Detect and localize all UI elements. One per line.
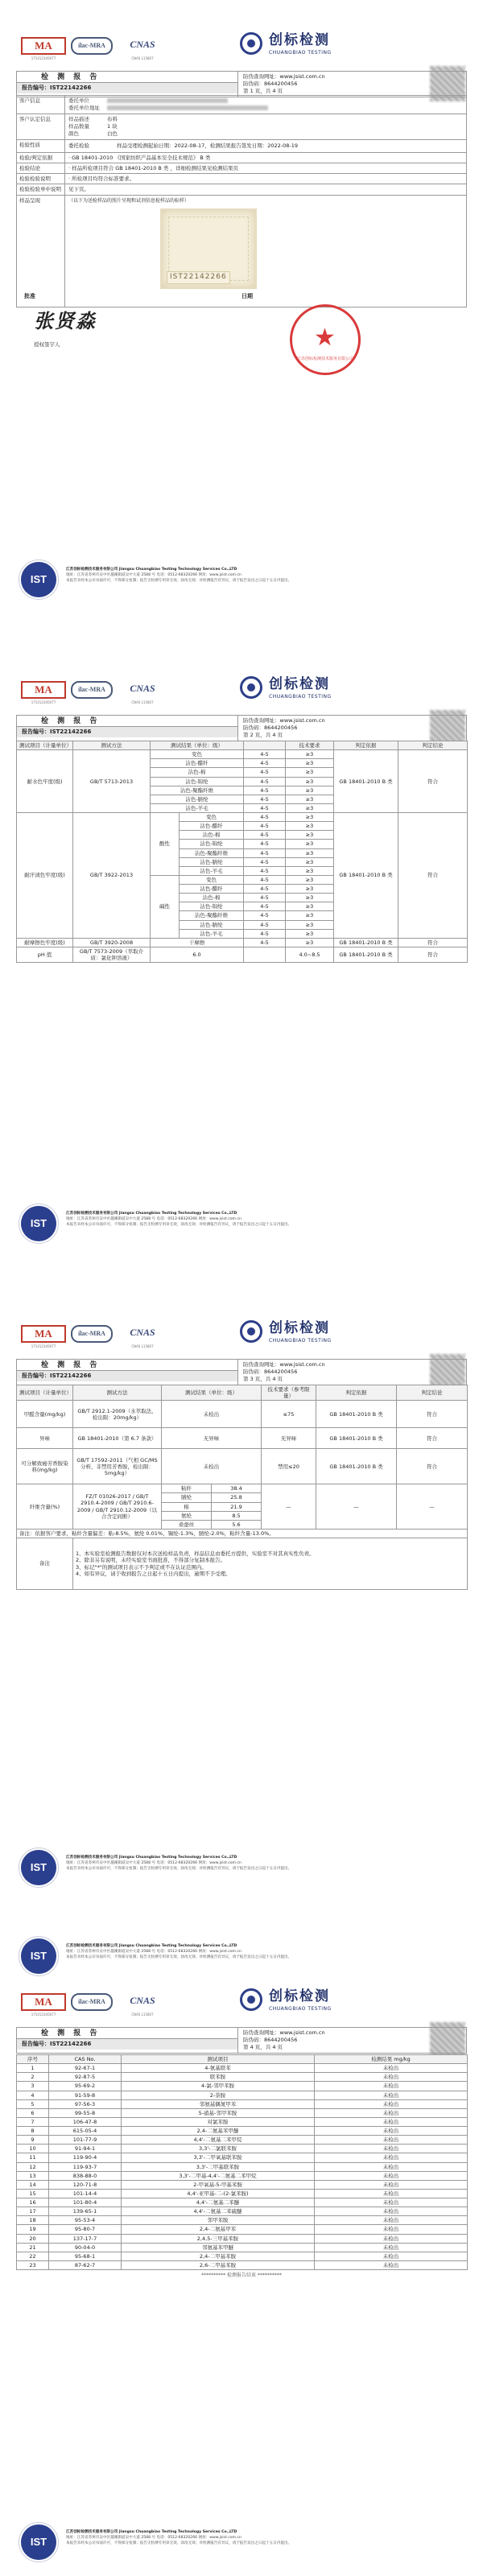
table-cell: 沾色-羊毛 xyxy=(180,866,244,875)
table-cell: ≥3 xyxy=(286,885,334,894)
page-header xyxy=(0,1956,483,2016)
table-header-cell: CAS No. xyxy=(49,2055,122,2064)
table-cell: 未检出 xyxy=(315,2198,468,2207)
table-cell: 2 xyxy=(17,2073,49,2082)
table-cell: 碱性 xyxy=(151,875,180,938)
table-cell: — xyxy=(316,1484,397,1530)
table-cell: 备注 xyxy=(17,1538,73,1590)
table-cell xyxy=(244,947,286,962)
table-cell: 4-5 xyxy=(244,759,286,768)
table-cell: 未检出 xyxy=(315,2207,468,2216)
report-title-bar: 检 测 报 告 报告编号：IST22142266 防伪查询网址：www.jsist.com.cn 防伪码：8644200456 第 3 页，共 4 页 xyxy=(16,1359,467,1385)
table-cell: 15 xyxy=(17,2189,49,2198)
table-cell: 4-5 xyxy=(244,777,286,786)
table-cell: 符合 xyxy=(398,750,468,813)
brand-logo: 创标检测 CHUANGBIAO TESTING xyxy=(240,1320,377,1348)
table-cell: 14 xyxy=(17,2180,49,2189)
table-cell: ≥3 xyxy=(286,875,334,884)
table-cell: 25.8 xyxy=(212,1493,262,1502)
table-cell: 沾色-棉 xyxy=(180,831,244,840)
table-cell: ≥3 xyxy=(286,929,334,938)
table-cell: 邻氨基偶氮甲苯 xyxy=(122,2099,315,2108)
table-cell: 未检出 xyxy=(315,2064,468,2073)
table-cell: 20 xyxy=(17,2234,49,2243)
table-cell: ≥3 xyxy=(286,777,334,786)
table-cell: 4-5 xyxy=(244,911,286,920)
table-cell: 未检出 xyxy=(315,2180,468,2189)
table-header-cell: 技术要求 xyxy=(286,741,334,750)
table-cell: GB 18401-2010（第 6.7 条款） xyxy=(73,1428,162,1449)
table-cell: 备注：依据客户要求，粘纤含量偏差：粘-8.5%，氨纶 0.01%，锡纶-1.3%，腈纶-2.0%，粘纤含量-13.0%。 xyxy=(17,1529,468,1538)
table-cell: 沾色-醋纤 xyxy=(180,822,244,831)
table-cell: 耐水色牢度(级) xyxy=(17,750,73,813)
table-cell: 1、本实验室检测报告数据仅对本次送检样品负责，样品信息由委托方提供，实验室不对其真实性负责。 2、除非另有说明，未经实验室书面批准，不得部分复制本报告。 3、标记"*"的测试项目表示不予判定或不在认证范围内。 4、如有异议，请于收到报告之日起十五日内提出，逾期不予受理。 xyxy=(73,1538,468,1590)
table-cell: 3 xyxy=(17,2082,49,2091)
table-cell: 4 xyxy=(17,2091,49,2099)
table-header-cell: 测试方法 xyxy=(73,741,151,750)
table-cell: ≥3 xyxy=(286,759,334,768)
report-title-bar: 检 测 报 告 报告编号：IST22142266 防伪查询网址：www.jsist.com.cn 防伪码：8644200456 第 4 页，共 4 页 xyxy=(16,2027,467,2054)
company-seal: ★ 江苏创标检测技术服务有限公司 xyxy=(290,304,361,375)
table-cell: 4,4'-二氨基二苯甲烷 xyxy=(122,2136,315,2145)
redacted-text xyxy=(107,98,228,103)
table-cell: ≥3 xyxy=(286,768,334,777)
page-indicator: 第 1 页，共 4 页 xyxy=(243,88,283,94)
table-cell: 未检出 xyxy=(315,2225,468,2234)
signature: 张贤淼 xyxy=(34,309,97,332)
table-cell: 95-69-2 xyxy=(49,2082,122,2091)
table-cell: 5 xyxy=(17,2099,49,2108)
table-header-cell: 技术要求（参考限量） xyxy=(262,1385,316,1401)
table-cell: 联苯胺 xyxy=(122,2073,315,2082)
sample-photo-area: （以下为送检样品的照片呈现和试剂信息检样品的标样） IST22142266 xyxy=(65,196,466,307)
table-cell: 87-62-7 xyxy=(49,2260,122,2269)
table-cell: 未检出 xyxy=(315,2153,468,2162)
table-cell: 95-68-1 xyxy=(49,2252,122,2260)
table-cell: 沾色-羊毛 xyxy=(180,929,244,938)
table-cell: ≥3 xyxy=(286,795,334,803)
table-cell: 120-71-8 xyxy=(49,2180,122,2189)
ist-logo: IST xyxy=(21,562,56,597)
table-cell: 2,4-二氨基甲苯 xyxy=(122,2225,315,2234)
table-cell: 4-5 xyxy=(244,786,286,795)
table-cell: 未检出 xyxy=(315,2091,468,2099)
table-cell: 2-甲氧基-5-甲基苯胺 xyxy=(122,2180,315,2189)
table-cell: 2,4,5-三甲基苯胺 xyxy=(122,2234,315,2243)
table-cell: 酸性 xyxy=(151,813,180,876)
table-cell: 99-55-8 xyxy=(49,2108,122,2117)
table-cell: 可分解致癌芳香胺染料(mg/kg) xyxy=(17,1449,73,1484)
table-cell: 95-53-4 xyxy=(49,2216,122,2225)
table-cell: 纤维含量(%) xyxy=(17,1484,73,1530)
table-cell: 5.6 xyxy=(212,1520,262,1529)
table-cell: 4-5 xyxy=(244,894,286,902)
table-cell: 未检出 xyxy=(315,2189,468,2198)
table-cell: 95-80-7 xyxy=(49,2225,122,2234)
table-cell: 119-93-7 xyxy=(49,2162,122,2171)
table-cell: ≥3 xyxy=(286,840,334,848)
table-cell: ≥3 xyxy=(286,831,334,840)
table-cell: 21.9 xyxy=(212,1502,262,1511)
report-number: 报告编号：IST22142266 xyxy=(17,83,237,93)
table-cell: 未检出 xyxy=(315,2216,468,2225)
table-cell: 未检出 xyxy=(315,2162,468,2171)
table-cell: 禁用≤20 xyxy=(262,1449,316,1484)
table-cell: 91-94-1 xyxy=(49,2145,122,2153)
table-cell: 106-47-8 xyxy=(49,2117,122,2126)
table-cell: 沾色-锦纶 xyxy=(151,777,244,786)
cma-cert-mark: MA 171012345677 xyxy=(21,1325,66,1352)
table-cell: FZ/T 01026-2017 / GB/T 2910.4-2009 / GB/T 2910.6-2009 / GB/T 2910.12-2009（以合含定间断） xyxy=(73,1484,162,1530)
table-cell: ≥3 xyxy=(286,902,334,911)
page-header xyxy=(0,0,483,60)
table-cell: GB/T 17592-2011（气相 GC/MS 分析，非禁用芳香胺，检出限：5mg/kg） xyxy=(73,1449,162,1484)
table-cell: ≥3 xyxy=(286,822,334,831)
page-footer: IST 江苏创标检测技术服务有限公司 Jiangsu Chuangbiao Testing Technology Services Co.,LTD 地址：江苏省苏州市吴中区越溪街道吴中大道 2588 号 电话：0512-68320266 网址：www.jsist.com.cn 本报告未经本公司书面许可，不得部分复制；报告无检测专用章无效，涂改无效；对检测报告有异议，请于报告发出之日起十五日内提出。 xyxy=(0,1199,483,1256)
ilac-cert-mark: ilac-MRA xyxy=(71,1325,113,1352)
table-cell: 3,3'-二氯联苯胺 xyxy=(122,2145,315,2153)
table-cell: ≥3 xyxy=(286,857,334,866)
colorfastness-table xyxy=(16,741,467,963)
table-cell: 6 xyxy=(17,2108,49,2117)
brand-logo: 创标检测 CHUANGBIAO TESTING xyxy=(240,1988,377,2016)
cnas-cert-mark: CNAS CNAS L15807 xyxy=(130,683,155,704)
table-cell: 沾色-醋纤 xyxy=(151,759,244,768)
table-cell: 沾色-羊毛 xyxy=(151,803,244,812)
report-page-4 xyxy=(0,1932,483,2576)
table-cell: 4-5 xyxy=(244,840,286,848)
brand-emblem-icon xyxy=(240,1320,262,1343)
table-header-cell: 判定结论 xyxy=(398,741,468,750)
table-cell: 桑蚕丝 xyxy=(162,1520,212,1529)
table-cell: 4-5 xyxy=(244,857,286,866)
table-cell: GB 18401-2010 B 类 xyxy=(334,813,398,939)
table-cell: 沾色-腈纶 xyxy=(151,795,244,803)
table-cell: ≥3 xyxy=(286,920,334,929)
table-cell: 沾色-棉 xyxy=(151,768,244,777)
table-cell: 97-56-3 xyxy=(49,2099,122,2108)
table-cell: 4-5 xyxy=(244,750,286,759)
table-cell: 无异味 xyxy=(262,1428,316,1449)
table-cell: 邻氨基苯甲醚 xyxy=(122,2243,315,2252)
table-cell: 838-88-0 xyxy=(49,2171,122,2180)
table-cell: 8 xyxy=(17,2127,49,2136)
table-cell: GB 18401-2010 B 类 xyxy=(316,1401,397,1428)
cma-cert-mark: MA 171012345677 xyxy=(21,1993,66,2021)
table-cell: ≥3 xyxy=(286,813,334,822)
report-page-2 xyxy=(0,644,483,1288)
table-cell: 腈纶 xyxy=(162,1493,212,1502)
table-cell: 2-萘胺 xyxy=(122,2091,315,2099)
table-cell: 101-80-4 xyxy=(49,2198,122,2207)
cnas-cert-mark: CNAS CNAS L15807 xyxy=(130,1995,155,2017)
query-site: 防伪查询网址：www.jsist.com.cn xyxy=(243,73,325,80)
page-top-footer: IST 江苏创标检测技术服务有限公司 Jiangsu Chuangbiao Testing Technology Services Co.,LTD 地址：江苏省苏州市吴中区越溪街道吴中大道 2588 号 电话：0512-68320266 网址：www.jsist.com.cn 本报告未经本公司书面许可，不得部分复制；报告无检测专用章无效，涂改无效；对检测报告有异议，请于报告发出之日起十五日内提出。 xyxy=(0,1932,483,1988)
table-cell: 未检出 xyxy=(315,2252,468,2260)
table-cell: 变色 xyxy=(180,813,244,822)
table-cell: 无异味 xyxy=(162,1428,262,1449)
table-cell: 119-90-4 xyxy=(49,2153,122,2162)
table-cell: 符合 xyxy=(397,1428,468,1449)
table-cell: pH 值 xyxy=(17,947,73,962)
table-cell: GB 18401-2010 B 类 xyxy=(334,947,398,962)
table-cell: 粘纤 xyxy=(162,1484,212,1493)
table-cell: 4-5 xyxy=(244,929,286,938)
brand-emblem-icon xyxy=(240,1988,262,2011)
page-footer: IST 江苏创标检测技术服务有限公司 Jiangsu Chuangbiao Testing Technology Services Co.,LTD 地址：江苏省苏州市吴中区越溪街道吴中大道 2588 号 电话：0512-68320266 网址：www.jsist.com.cn 本报告未经本公司书面许可，不得部分复制；报告无检测专用章无效，涂改无效；对检测报告有异议，请于报告发出之日起十五日内提出。 xyxy=(0,2518,483,2574)
table-cell: 4-5 xyxy=(244,902,286,911)
brand-logo: 创标检测 CHUANGBIAO TESTING xyxy=(240,676,377,704)
table-cell: 未检出 xyxy=(315,2117,468,2126)
table-cell: 变色 xyxy=(180,875,244,884)
table-cell: 22 xyxy=(17,2252,49,2260)
redacted-text xyxy=(107,105,268,110)
table-cell: 1 xyxy=(17,2064,49,2073)
report-title: 检 测 报 告 xyxy=(17,72,237,83)
table-cell: 7 xyxy=(17,2117,49,2126)
brand-emblem-icon xyxy=(240,676,262,699)
table-header-cell: 判定依据 xyxy=(334,741,398,750)
table-cell: 19 xyxy=(17,2225,49,2234)
table-cell: 3,3'-二甲氧基联苯胺 xyxy=(122,2153,315,2162)
table-cell: 3,3'-二甲基联苯胺 xyxy=(122,2162,315,2171)
table-cell: 未检出 xyxy=(315,2136,468,2145)
table-cell: 139-65-1 xyxy=(49,2207,122,2216)
table-cell: 4-5 xyxy=(244,768,286,777)
table-cell: 沾色-腈纶 xyxy=(180,920,244,929)
table-cell: 11 xyxy=(17,2153,49,2162)
table-cell: 未检出 xyxy=(315,2243,468,2252)
table-cell: GB 18401-2010 B 类 xyxy=(316,1428,397,1449)
table-cell: GB 18401-2010 B 类 xyxy=(334,938,398,947)
table-cell: 4-5 xyxy=(244,938,286,947)
table-cell: ≥3 xyxy=(286,911,334,920)
page-footer: IST 江苏创标检测技术服务有限公司 Jiangsu Chuangbiao Testing Technology Services Co.,LTD 地址：江苏省苏州市吴中区越溪街道吴中大道 2588 号 电话：0512-68320266 网址：www.jsist.com.cn 本报告未经本公司书面许可，不得部分复制；报告无检测专用章无效，涂改无效；对检测报告有异议，请于报告发出之日起十五日内提出。 xyxy=(0,1843,483,1900)
table-header-cell: 测试项目（计量单位） xyxy=(17,741,73,750)
table-cell: GB 18401-2010 B 类 xyxy=(334,750,398,813)
table-cell: 4-5 xyxy=(244,920,286,929)
table-cell: 沾色-聚酯纤维 xyxy=(151,786,244,795)
table-cell: 21 xyxy=(17,2243,49,2252)
table-cell: 棉 xyxy=(162,1502,212,1511)
report-title-bar xyxy=(16,71,467,97)
table-cell: 4,4'-二氨基二苯醚 xyxy=(122,2198,315,2207)
table-cell: 变色 xyxy=(151,750,244,759)
table-cell: 4-5 xyxy=(244,813,286,822)
table-cell: 沾色-腈纶 xyxy=(180,857,244,866)
page-header xyxy=(0,1288,483,1348)
table-cell: 137-17-7 xyxy=(49,2234,122,2243)
table-header-cell: 测试项目（计量单位） xyxy=(17,1385,73,1401)
report-page-3 xyxy=(0,1288,483,1932)
page-footer: IST 江苏创标检测技术服务有限公司 Jiangsu Chuangbiao Testing Technology Services Co.,LTD 地址：江苏省苏州市吴中区越溪街道吴中大道 2588 号 电话：0512-68320266 网址：www.jsist.com.cn 本报告未经本公司书面许可，不得部分复制；报告无检测专用章无效，涂改无效；对检测报告有异议，请于报告发出之日起十五日内提出。 xyxy=(0,555,483,612)
table-cell: 未检出 xyxy=(315,2127,468,2136)
table-cell: 耐摩擦色牢度(级) xyxy=(17,938,73,947)
table-cell: 未检出 xyxy=(162,1449,262,1484)
table-cell: 符合 xyxy=(398,813,468,939)
table-cell: ≥3 xyxy=(286,750,334,759)
table-cell: 2,4-二氨基苯甲醚 xyxy=(122,2127,315,2136)
table-cell: 4-5 xyxy=(244,885,286,894)
aromatic-amine-table xyxy=(16,2054,467,2281)
cma-cert-mark: MA 171012345677 xyxy=(21,37,66,64)
anti-fake-code: 防伪码：8644200456 xyxy=(243,80,298,87)
table-header-cell: 判定依据 xyxy=(316,1385,397,1401)
table-cell: 8.5 xyxy=(212,1511,262,1520)
table-cell: GB 18401-2010 B 类 xyxy=(316,1449,397,1484)
sample-tag: IST22142266 xyxy=(167,271,230,283)
table-cell: 101-77-9 xyxy=(49,2136,122,2145)
table-cell: 6.0 xyxy=(151,947,244,962)
table-cell: GB/T 3920-2008 xyxy=(73,938,151,947)
table-cell: 符合 xyxy=(397,1449,468,1484)
table-cell: ≥3 xyxy=(286,938,334,947)
cma-cert-mark: MA 171012345677 xyxy=(21,681,66,708)
table-cell: 18 xyxy=(17,2216,49,2225)
table-cell: — xyxy=(397,1484,468,1530)
table-cell: 4-5 xyxy=(244,831,286,840)
table-header-cell: 判定结论 xyxy=(397,1385,468,1401)
table-cell: 5-硝基-邻甲苯胺 xyxy=(122,2108,315,2117)
report-page-1 xyxy=(0,0,483,644)
table-cell: 沾色-聚酯纤维 xyxy=(180,848,244,857)
table-cell: 12 xyxy=(17,2162,49,2171)
table-cell: 未检出 xyxy=(315,2145,468,2153)
table-cell: 未检出 xyxy=(315,2234,468,2243)
table-cell: 甲醛含量(mg/kg) xyxy=(17,1401,73,1428)
table-cell: 4-氯-邻甲苯胺 xyxy=(122,2082,315,2091)
table-cell: GB/T 2912.1-2009（水萃取法，检出限：20mg/kg） xyxy=(73,1401,162,1428)
cnas-cert-mark: CNAS CNAS L15807 xyxy=(130,39,155,60)
table-cell: ≥3 xyxy=(286,786,334,795)
table-cell: 9 xyxy=(17,2136,49,2145)
table-cell: 90-04-0 xyxy=(49,2243,122,2252)
table-cell: 邻甲苯胺 xyxy=(122,2216,315,2225)
table-cell: 13 xyxy=(17,2171,49,2180)
table-cell: 4-5 xyxy=(244,795,286,803)
table-cell: 未检出 xyxy=(315,2073,468,2082)
table-cell: 氨纶 xyxy=(162,1511,212,1520)
table-cell: 2,6-二甲基苯胺 xyxy=(122,2260,315,2269)
table-cell: 沾色-醋纤 xyxy=(180,885,244,894)
table-cell: 4-5 xyxy=(244,803,286,812)
report-title-bar: 检 测 报 告 报告编号：IST22142266 防伪查询网址：www.jsist.com.cn 防伪码：8644200456 第 2 页，共 4 页 xyxy=(16,715,467,741)
table-cell: 对氯苯胺 xyxy=(122,2117,315,2126)
table-cell: 沾色-锦纶 xyxy=(180,840,244,848)
table-cell: 未检出 xyxy=(315,2108,468,2117)
table-cell: 3,3'-二甲基-4,4'-二氨基二苯甲烷 xyxy=(122,2171,315,2180)
table-cell: 未检出 xyxy=(315,2260,468,2269)
ilac-cert-mark: ilac-MRA xyxy=(71,681,113,708)
table-cell: ≥3 xyxy=(286,803,334,812)
table-cell: 17 xyxy=(17,2207,49,2216)
table-cell: 沾色-棉 xyxy=(180,894,244,902)
table-header-cell: 测试方法 xyxy=(73,1385,162,1401)
table-cell: 4.0~8.5 xyxy=(286,947,334,962)
table-cell: 符合 xyxy=(398,938,468,947)
ilac-cert-mark: ilac-MRA xyxy=(71,1993,113,2021)
table-cell: 4-5 xyxy=(244,866,286,875)
table-header-cell: 测试结果（单位：级） xyxy=(151,741,244,750)
table-cell: 沾色-锦纶 xyxy=(180,902,244,911)
table-cell: ≥3 xyxy=(286,866,334,875)
table-cell: 异味 xyxy=(17,1428,73,1449)
table-cell: 未检出 xyxy=(315,2171,468,2180)
table-cell: 耐汗渍色牢度(级) xyxy=(17,813,73,939)
table-cell: 10 xyxy=(17,2145,49,2153)
table-cell: 101-14-4 xyxy=(49,2189,122,2198)
table-header-cell: 测试结果（单位：级） xyxy=(162,1385,262,1401)
table-cell: 4,4'-亚甲基-二-(2-氯苯胺) xyxy=(122,2189,315,2198)
table-cell: 沾色-聚酯纤维 xyxy=(180,911,244,920)
page-header xyxy=(0,644,483,704)
table-cell: 未检出 xyxy=(315,2082,468,2091)
table-cell: 2,4-二甲基苯胺 xyxy=(122,2252,315,2260)
table-cell: 92-87-5 xyxy=(49,2073,122,2082)
table-cell: 未检出 xyxy=(162,1401,262,1428)
table-cell: 23 xyxy=(17,2260,49,2269)
table-cell: GB/T 3922-2013 xyxy=(73,813,151,939)
table-cell: 615-05-4 xyxy=(49,2127,122,2136)
table-cell: 4-5 xyxy=(244,848,286,857)
table-cell: ≥3 xyxy=(286,894,334,902)
table-header-cell xyxy=(244,741,286,750)
table-header-cell: 测试项目 xyxy=(122,2055,315,2064)
table-cell: 干摩擦 xyxy=(151,938,244,947)
table-cell: GB/T 7573-2009（萃取介质：氯化钾溶液） xyxy=(73,947,151,962)
table-cell: 38.4 xyxy=(212,1484,262,1493)
table-cell: 4-5 xyxy=(244,875,286,884)
ilac-cert-mark: ilac-MRA xyxy=(71,37,113,64)
sample-photo xyxy=(160,208,257,289)
table-header-cell: 序号 xyxy=(17,2055,49,2064)
seal-star-icon: ★ xyxy=(314,324,336,352)
chemical-test-table xyxy=(16,1385,467,1590)
table-header-cell: 检测结果 mg/kg xyxy=(315,2055,468,2064)
table-cell: 4-5 xyxy=(244,822,286,831)
table-cell: 符合 xyxy=(397,1401,468,1428)
table-cell: 4,4'-二氨基二苯硫醚 xyxy=(122,2207,315,2216)
table-cell: — xyxy=(262,1484,316,1530)
table-cell: 16 xyxy=(17,2198,49,2207)
brand-emblem-icon xyxy=(240,32,262,55)
signature-area: 批准 张贤淼 授权签字人 日期 ★ 江苏创标检测技术服务有限公司 xyxy=(16,290,467,394)
table-cell: 91-59-8 xyxy=(49,2091,122,2099)
table-cell: ≤75 xyxy=(262,1401,316,1428)
brand-logo: 创标检测 CHUANGBIAO TESTING xyxy=(240,32,377,60)
sample-info-table: 客户信息 委托单位 委托单位地址 客户认定信息 样品描述 布料 样品数量 1 块 颜色 白色 检验性质 委托检验 样品受理检测起始日期：2022-08-17，检测结果报告签发日期：2022-08-19 检验/判定依据 · GB 18401-2010 《国家纺织产品基本安全技术规范》 B 类 检验结论 · 样品所检项目符合 GB 18401-2010 B 类 ，详细检测结果见检测结果页 检验检验说明 · 所检项目均符合标准要求。 检验检验单中说明 见下页。 样品呈现 （以下为送检样品的照片呈现和试剂信息检样品的标样） IST22142266 xyxy=(16,95,467,308)
table-cell: 4-氨基联苯 xyxy=(122,2064,315,2073)
cnas-cert-mark: CNAS CNAS L15807 xyxy=(130,1327,155,1348)
report-end-line: ********** 检测报告结束 ********** xyxy=(201,2273,282,2278)
table-cell: 未检出 xyxy=(315,2099,468,2108)
table-cell: GB/T 5713-2013 xyxy=(73,750,151,813)
table-cell: 符合 xyxy=(398,947,468,962)
table-cell: 92-67-1 xyxy=(49,2064,122,2073)
table-cell: ≥3 xyxy=(286,848,334,857)
